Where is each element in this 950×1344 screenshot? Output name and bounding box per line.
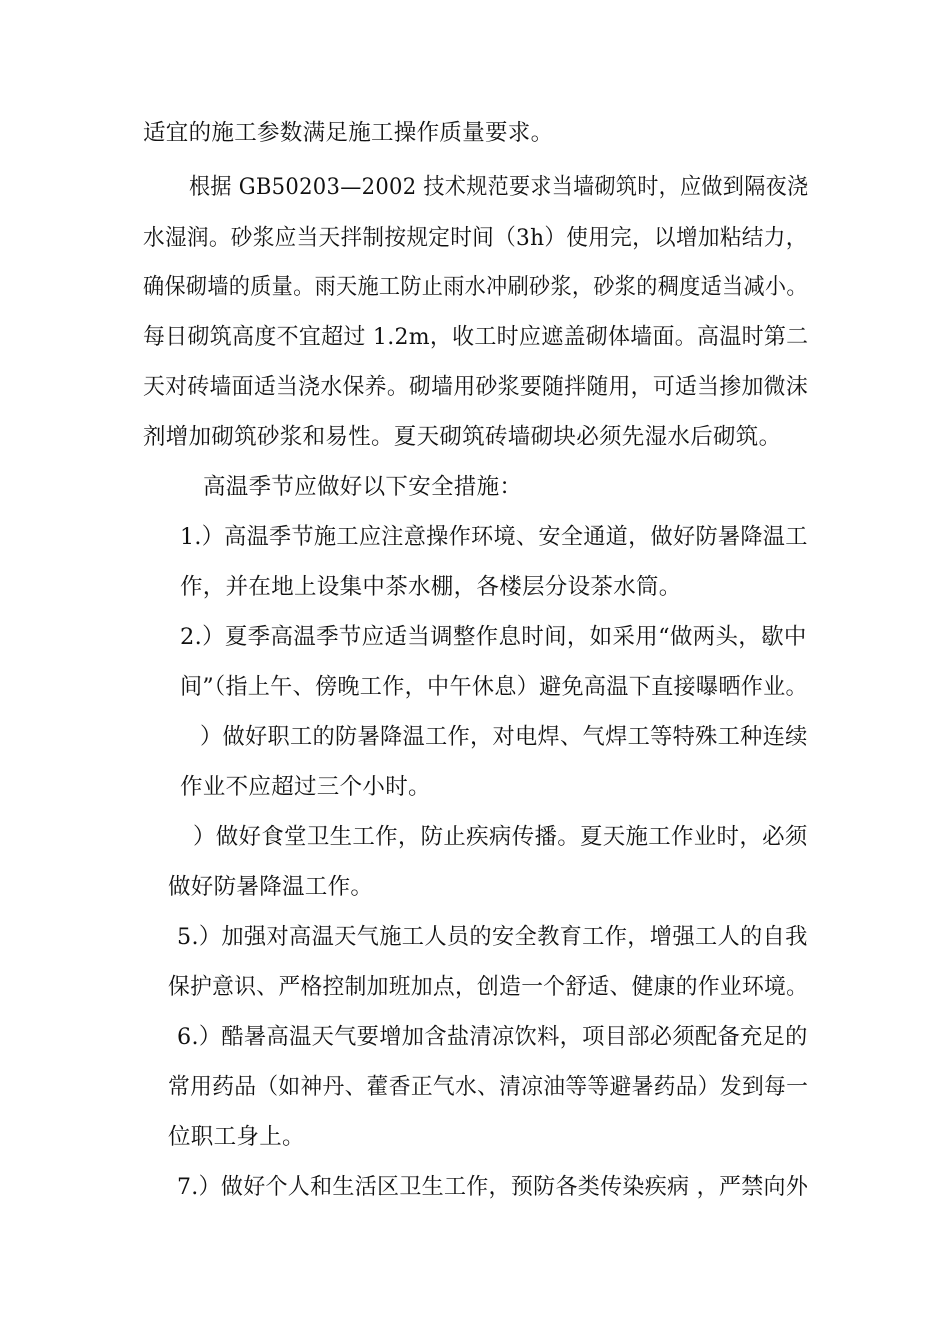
text-line: 保护意识、严格控制加班加点，创造一个舒适、健康的作业环境。 bbox=[168, 974, 809, 1000]
text-line: 6.）酷暑高温天气要增加含盐清凉饮料，项目部必须配备充足的 bbox=[177, 1024, 808, 1050]
text-line: 确保砌墙的质量。雨天施工防止雨水冲刷砂浆，砂浆的稠度适当减小。 bbox=[143, 274, 808, 300]
text-line: 高温季节应做好以下安全措施： bbox=[203, 474, 523, 500]
text-line: 水湿润。砂浆应当天拌制按规定时间（3h）使用完，以增加粘结力， bbox=[143, 225, 808, 251]
text-line: 每日砌筑高度不宜超过 1.2m，收工时应遮盖砌体墙面。高温时第二 bbox=[143, 324, 809, 350]
text-line: 1.）高温季节施工应注意操作环境、安全通道，做好防暑降温工 bbox=[180, 524, 808, 550]
text-line: 做好防暑降温工作。 bbox=[168, 874, 374, 900]
text-line: 5.）加强对高温天气施工人员的安全教育工作，增强工人的自我 bbox=[177, 924, 808, 950]
text-line: 常用药品（如神丹、藿香正气水、清凉油等等避暑药品）发到每一 bbox=[168, 1074, 809, 1100]
text-line: 适宜的施工参数满足施工操作质量要求。 bbox=[143, 120, 554, 146]
text-line: 作业不应超过三个小时。 bbox=[180, 774, 431, 800]
text-line: 作，并在地上设集中茶水棚，各楼层分设茶水筒。 bbox=[180, 574, 682, 600]
text-line: 根据 GB50203—2002 技术规范要求当墙砌筑时，应做到隔夜浇 bbox=[189, 174, 809, 200]
text-line: ）做好食堂卫生工作，防止疾病传播。夏天施工作业时，必须 bbox=[193, 824, 808, 850]
text-line: 天对砖墙面适当浇水保养。砌墙用砂浆要随拌随用，可适当掺加微沫 bbox=[143, 374, 808, 400]
text-line: 2.）夏季高温季节应适当调整作息时间，如采用“做两头，歇中 bbox=[180, 624, 807, 650]
text-line: 剂增加砌筑砂浆和易性。夏天砌筑砖墙砌块必须先湿水后砌筑。 bbox=[143, 424, 782, 450]
text-line: 7.）做好个人和生活区卫生工作，预防各类传染疾病 ，严禁向外 bbox=[177, 1174, 809, 1200]
text-line: ）做好职工的防暑降温工作，对电焊、气焊工等特殊工种连续 bbox=[200, 724, 808, 750]
text-line: 位职工身上。 bbox=[168, 1124, 305, 1150]
text-line: 间”（指上午、傍晚工作，中午休息）避免高温下直接曝晒作业。 bbox=[180, 674, 808, 700]
